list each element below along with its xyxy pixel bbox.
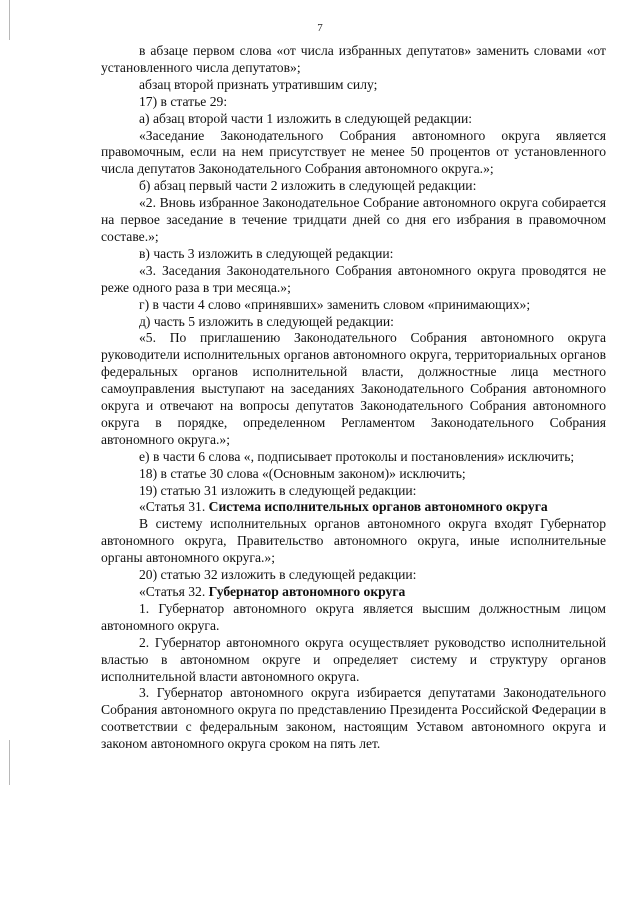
paragraph: б) абзац первый части 2 изложить в следующей редакции: (139, 178, 477, 194)
scan-edge-mark (9, 0, 10, 40)
article-heading-prefix: «Статья 31. (139, 499, 209, 515)
paragraph: В систему исполнительных органов автономного округа входят Губернатор автономного округа, Правительство автономного округа, иные исполнительные органы автономного округа.»; (101, 516, 606, 566)
paragraph: 17) в статье 29: (139, 93, 228, 109)
paragraph: 3. Губернатор автономного округа избирается депутатами Законодательного Собрания автономного округа по представлению Президента Российской Федерации в соответствии с федеральным законом, настоящим Уставом автономного округа и законом автономного округа сроком на пять лет. (101, 685, 606, 752)
paragraph: 18) в статье 30 слова «(Основным законом)» исключить; (139, 465, 466, 481)
article-heading (101, 584, 606, 601)
paragraph: абзац второй признать утратившим силу; (139, 76, 378, 92)
paragraph: 1. Губернатор автономного округа является высшим должностным лицом автономного округа. (101, 600, 606, 633)
page-number: 7 (317, 22, 323, 34)
document-body (101, 43, 606, 753)
paragraph: 2. Губернатор автономного округа осуществляет руководство исполнительной властью в автономном округе и определяет систему и структуру органов исполнительной власти автономного округа. (101, 634, 606, 684)
article-heading-prefix: «Статья 32. (139, 584, 209, 599)
article-heading-title: Система исполнительных органов автономного округа (208, 499, 548, 515)
paragraph: в абзаце первом слова «от числа избранных депутатов» заменить словами «от установленного числа депутатов»; (101, 43, 606, 75)
scan-edge-mark (9, 740, 10, 785)
paragraph: д) часть 5 изложить в следующей редакции: (139, 313, 394, 329)
paragraph: «Заседание Законодательного Собрания автономного округа является правомочным, если на нем присутствует не менее 50 процентов от установленного числа депутатов Законодательного Собрания автономного округа.»; (101, 127, 606, 177)
paragraph: в) часть 3 изложить в следующей редакции: (139, 245, 394, 261)
article-heading-title: Губернатор автономного округа (208, 584, 406, 599)
paragraph: е) в части 6 слова «, подписывает протоколы и постановления» исключить; (139, 448, 575, 464)
paragraph: «5. По приглашению Законодательного Собрания автономного округа руководители исполнительных органов автономного округа, территориальных органов федеральных органов исполнительной власти, должностные лица местного самоуправления выступают на заседаниях Законодательного Собрания автономного округа и отвечают на вопросы депутатов Законодательного Собрания автономного округа в порядке, определенном Регламентом Законодательного Собрания автономного округа.»; (101, 330, 606, 447)
paragraph: «2. Вновь избранное Законодательное Собрание автономного округа собирается на первое заседание в течение тридцати дней со дня его избрания в правомочном составе.»; (101, 195, 606, 244)
paragraph: «3. Заседания Законодательного Собрания автономного округа проводятся не реже одного раза в три месяца.»; (101, 262, 606, 295)
paragraph: 19) статью 31 изложить в следующей редакции: (139, 482, 417, 498)
paragraph: г) в части 4 слово «принявших» заменить словом «принимающих»; (139, 296, 531, 312)
paragraph: 20) статью 32 изложить в следующей редакции: (139, 567, 417, 583)
paragraph: а) абзац второй части 1 изложить в следующей редакции: (139, 110, 473, 126)
article-heading (101, 499, 606, 516)
